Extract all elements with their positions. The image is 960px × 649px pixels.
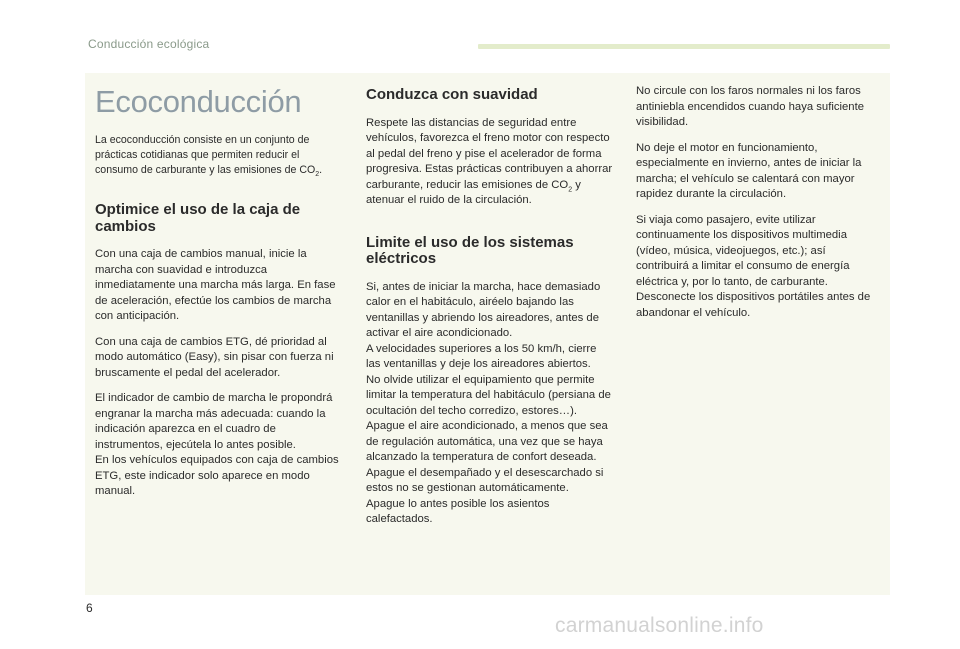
intro-paragraph: La ecoconducción consiste en un conjunto de prácticas cotidianas que permiten reducir el consumo de carburante y las emisiones de $CO_2$.	[95, 134, 323, 179]
heading-electrical-systems: Limite el uso de los sistemas eléctricos	[366, 233, 574, 267]
page-title: Ecoconducción	[95, 84, 302, 119]
watermark: carmanualsonline.info	[555, 614, 764, 637]
column-1	[95, 73, 345, 500]
paragraph-sunblind: No olvide utilizar el equipamiento que permite limitar la temperatura del habitáculo (persiana de ocultación del techo corredizo, estores…).	[366, 373, 611, 417]
paragraph-smooth-driving: Respete las distancias de seguridad entre vehículos, favorezca el freno motor con respecto al pedal del freno y pise el acelerador de forma progresiva. Estas prácticas contribuyen a ahorrar carburante, reducir las emisiones de $CO_2$ y atenuar el ruido de la circulación.	[366, 116, 613, 206]
page-number: 6	[86, 601, 93, 615]
paragraph-gear-indicator: El indicador de cambio de marcha le propondrá engranar la marcha más adecuada: cuando la indicación aparezca en el cuadro de instrumentos, ejecútela lo antes posible.	[95, 392, 333, 451]
paragraph-etg-gearbox: Con una caja de cambios ETG, dé prioridad al modo automático (Easy), sin pisar con fuerza ni bruscamente el pedal del acelerador.	[95, 335, 334, 379]
paragraph-speed-windows: A velocidades superiores a los 50 km/h, cierre las ventanillas y deje los aireadores abiertos.	[366, 342, 597, 370]
paragraph-headlights: No circule con los faros normales ni los faros antiniebla encendidos cuando haya suficiente visibilidad.	[636, 85, 864, 128]
paragraph-heated-seats: Apague lo antes posible los asientos calefactados.	[366, 497, 550, 525]
paragraph-ventilation: Si, antes de iniciar la marcha, hace demasiado calor en el habitáculo, airéelo bajando las ventanillas y abriendo los aireadores, antes de activar el aire acondicionado.	[366, 280, 601, 339]
heading-smooth-driving: Conduzca con suavidad	[366, 86, 538, 103]
paragraph-demisting: Apague el desempañado y el desescarchado si estos no se gestionan automáticamente.	[366, 466, 604, 494]
paragraph-portable-devices: Desconecte los dispositivos portátiles antes de abandonar el vehículo.	[636, 291, 871, 319]
column-2	[366, 73, 614, 528]
paragraph-multimedia: Si viaja como pasajero, evite utilizar continuamente los dispositivos multimedia (vídeo, música, videojuegos, etc.); así contribuirá a limitar el consumo de energía eléctrica y, por lo tanto, de carburante.	[636, 213, 850, 288]
paragraph-engine-idle: No deje el motor en funcionamiento, especialmente en invierno, antes de iniciar la marcha; el vehículo se calentará con mayor rapidez durante la circulación.	[636, 141, 862, 200]
column-3	[636, 73, 876, 321]
paragraph-gear-indicator-etg: En los vehículos equipados con caja de cambios ETG, este indicador solo aparece en modo manual.	[95, 454, 339, 497]
header-accent-bar	[478, 44, 890, 49]
content-panel	[85, 73, 890, 595]
paragraph-manual-gearbox: Con una caja de cambios manual, inicie la marcha con suavidad e introduzca inmediatamente una marcha más larga. En fase de aceleración, efectúe los cambios de marcha con anticipación.	[95, 248, 336, 322]
section-title: Conducción ecológica	[88, 37, 210, 51]
heading-gearbox: Optimice el uso de la caja de cambios	[95, 201, 301, 235]
paragraph-air-conditioning: Apague el aire acondicionado, a menos que sea de regulación automática, una vez que se haya alcanzado la temperatura de confort deseada.	[366, 420, 608, 463]
